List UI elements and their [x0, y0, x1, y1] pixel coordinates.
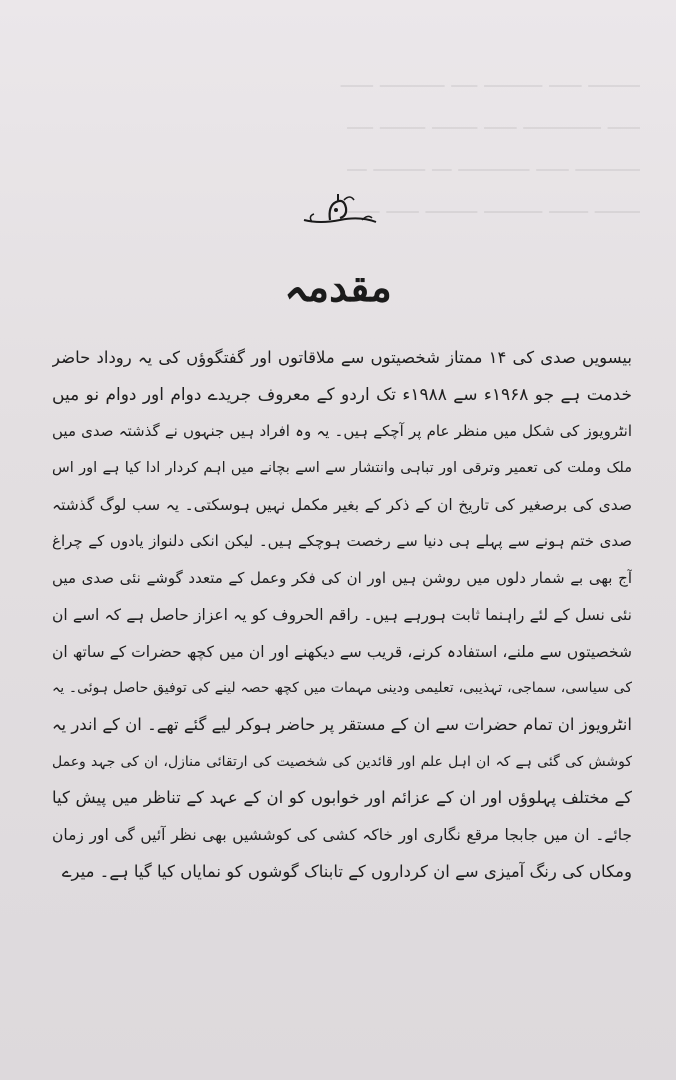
text-line-13: کے مختلف پہلوؤں اور ان کے عزائم اور خوابوں کو ان کے عہد کے تناظر میں پیش کیا — [52, 788, 632, 808]
text-line-11: انٹرویوز ان تمام حضرات سے ان کے مستقر پر حاضر ہوکر لیے گئے تھے۔ ان کے اندر یہ — [52, 714, 632, 734]
text-line-6: صدی ختم ہونے سے پہلے ہی دنیا سے رخصت ہوچکے ہیں۔ لیکن انکی دلنواز یادوں کے چراغ — [52, 532, 632, 551]
text-line-10: کی سیاسی، سماجی، تہذیبی، تعلیمی ودینی مہمات میں کچھ حصہ لینے کی توفیق حاصل ہوئی۔ یہ — [52, 680, 632, 697]
text-line-8: نئی نسل کے لئے راہنما ثابت ہورہے ہیں۔ راقم الحروف کو یہ اعزاز حاصل ہے کہ اسے ان — [52, 605, 632, 624]
text-line-12: کوشش کی گئی ہے کہ ان اہل علم اور قائدین کی شخصیت کی ارتقائی منازل، ان کی جہد وعمل — [52, 753, 632, 770]
text-line-7: آج بھی بے شمار دلوں میں روشن ہیں اور ان کی فکر وعمل کے متعدد گوشے نئی صدی میں — [52, 569, 632, 588]
text-line-5: صدی کی برصغیر کی تاریخ ان کے ذکر کے بغیر مکمل نہیں ہوسکتی۔ یہ سب لوگ گذشتہ — [52, 495, 632, 514]
page-title: مقدمہ — [284, 264, 392, 311]
show-through-bleed: ــــــــ ـــــ ـــــــــ ــــ ــــــــــ ـــــ ـــــ ــــــــــــ ـــــ ـــــــ ـــــــ ــــ ــــــــــ ـــــ ـــــــــــ ـــ ــــــــ ـــ ـــــــ ــــــ ـــــــــ ــــــــ ـــــ ـــــ — [340, 68, 640, 219]
text-line-14: جائے۔ ان میں جابجا مرقع نگاری اور خاکہ کشی کی کوششیں بھی نظر آئیں گی اور زمان — [52, 825, 632, 844]
text-line-2: خدمت ہے جو ۱۹۶۸ء سے ۱۹۸۸ء تک اردو کے معروف جریدے دوام اور دوام نو میں — [52, 384, 632, 405]
calligraphic-flourish-icon — [300, 190, 380, 230]
intro-paragraph — [52, 340, 632, 890]
text-line-9: شخصیتوں سے ملنے، استفادہ کرنے، قریب سے دیکھنے اور ان میں کچھ حضرات کے ساتھ ان — [52, 642, 632, 661]
text-line-15: ومکاں کی رنگ آمیزی سے ان کرداروں کے تابناک گوشوں کو نمایاں کیا گیا ہے۔ میرے — [61, 861, 632, 881]
text-line-1: بیسویں صدی کی ۱۴ ممتاز شخصیتوں سے ملاقاتوں اور گفتگوؤں کی یہ روداد حاضر — [52, 348, 632, 367]
text-line-3: انٹرویوز کی شکل میں منظر عام پر آچکے ہیں۔ یہ وہ افراد ہیں جنہوں نے گذشتہ صدی میں — [52, 422, 632, 441]
text-line-4: ملک وملت کی تعمیر وترقی اور تباہی وانتشار سے اسے بچانے میں اہم کردار ادا کیا ہے اور اس — [52, 460, 632, 477]
